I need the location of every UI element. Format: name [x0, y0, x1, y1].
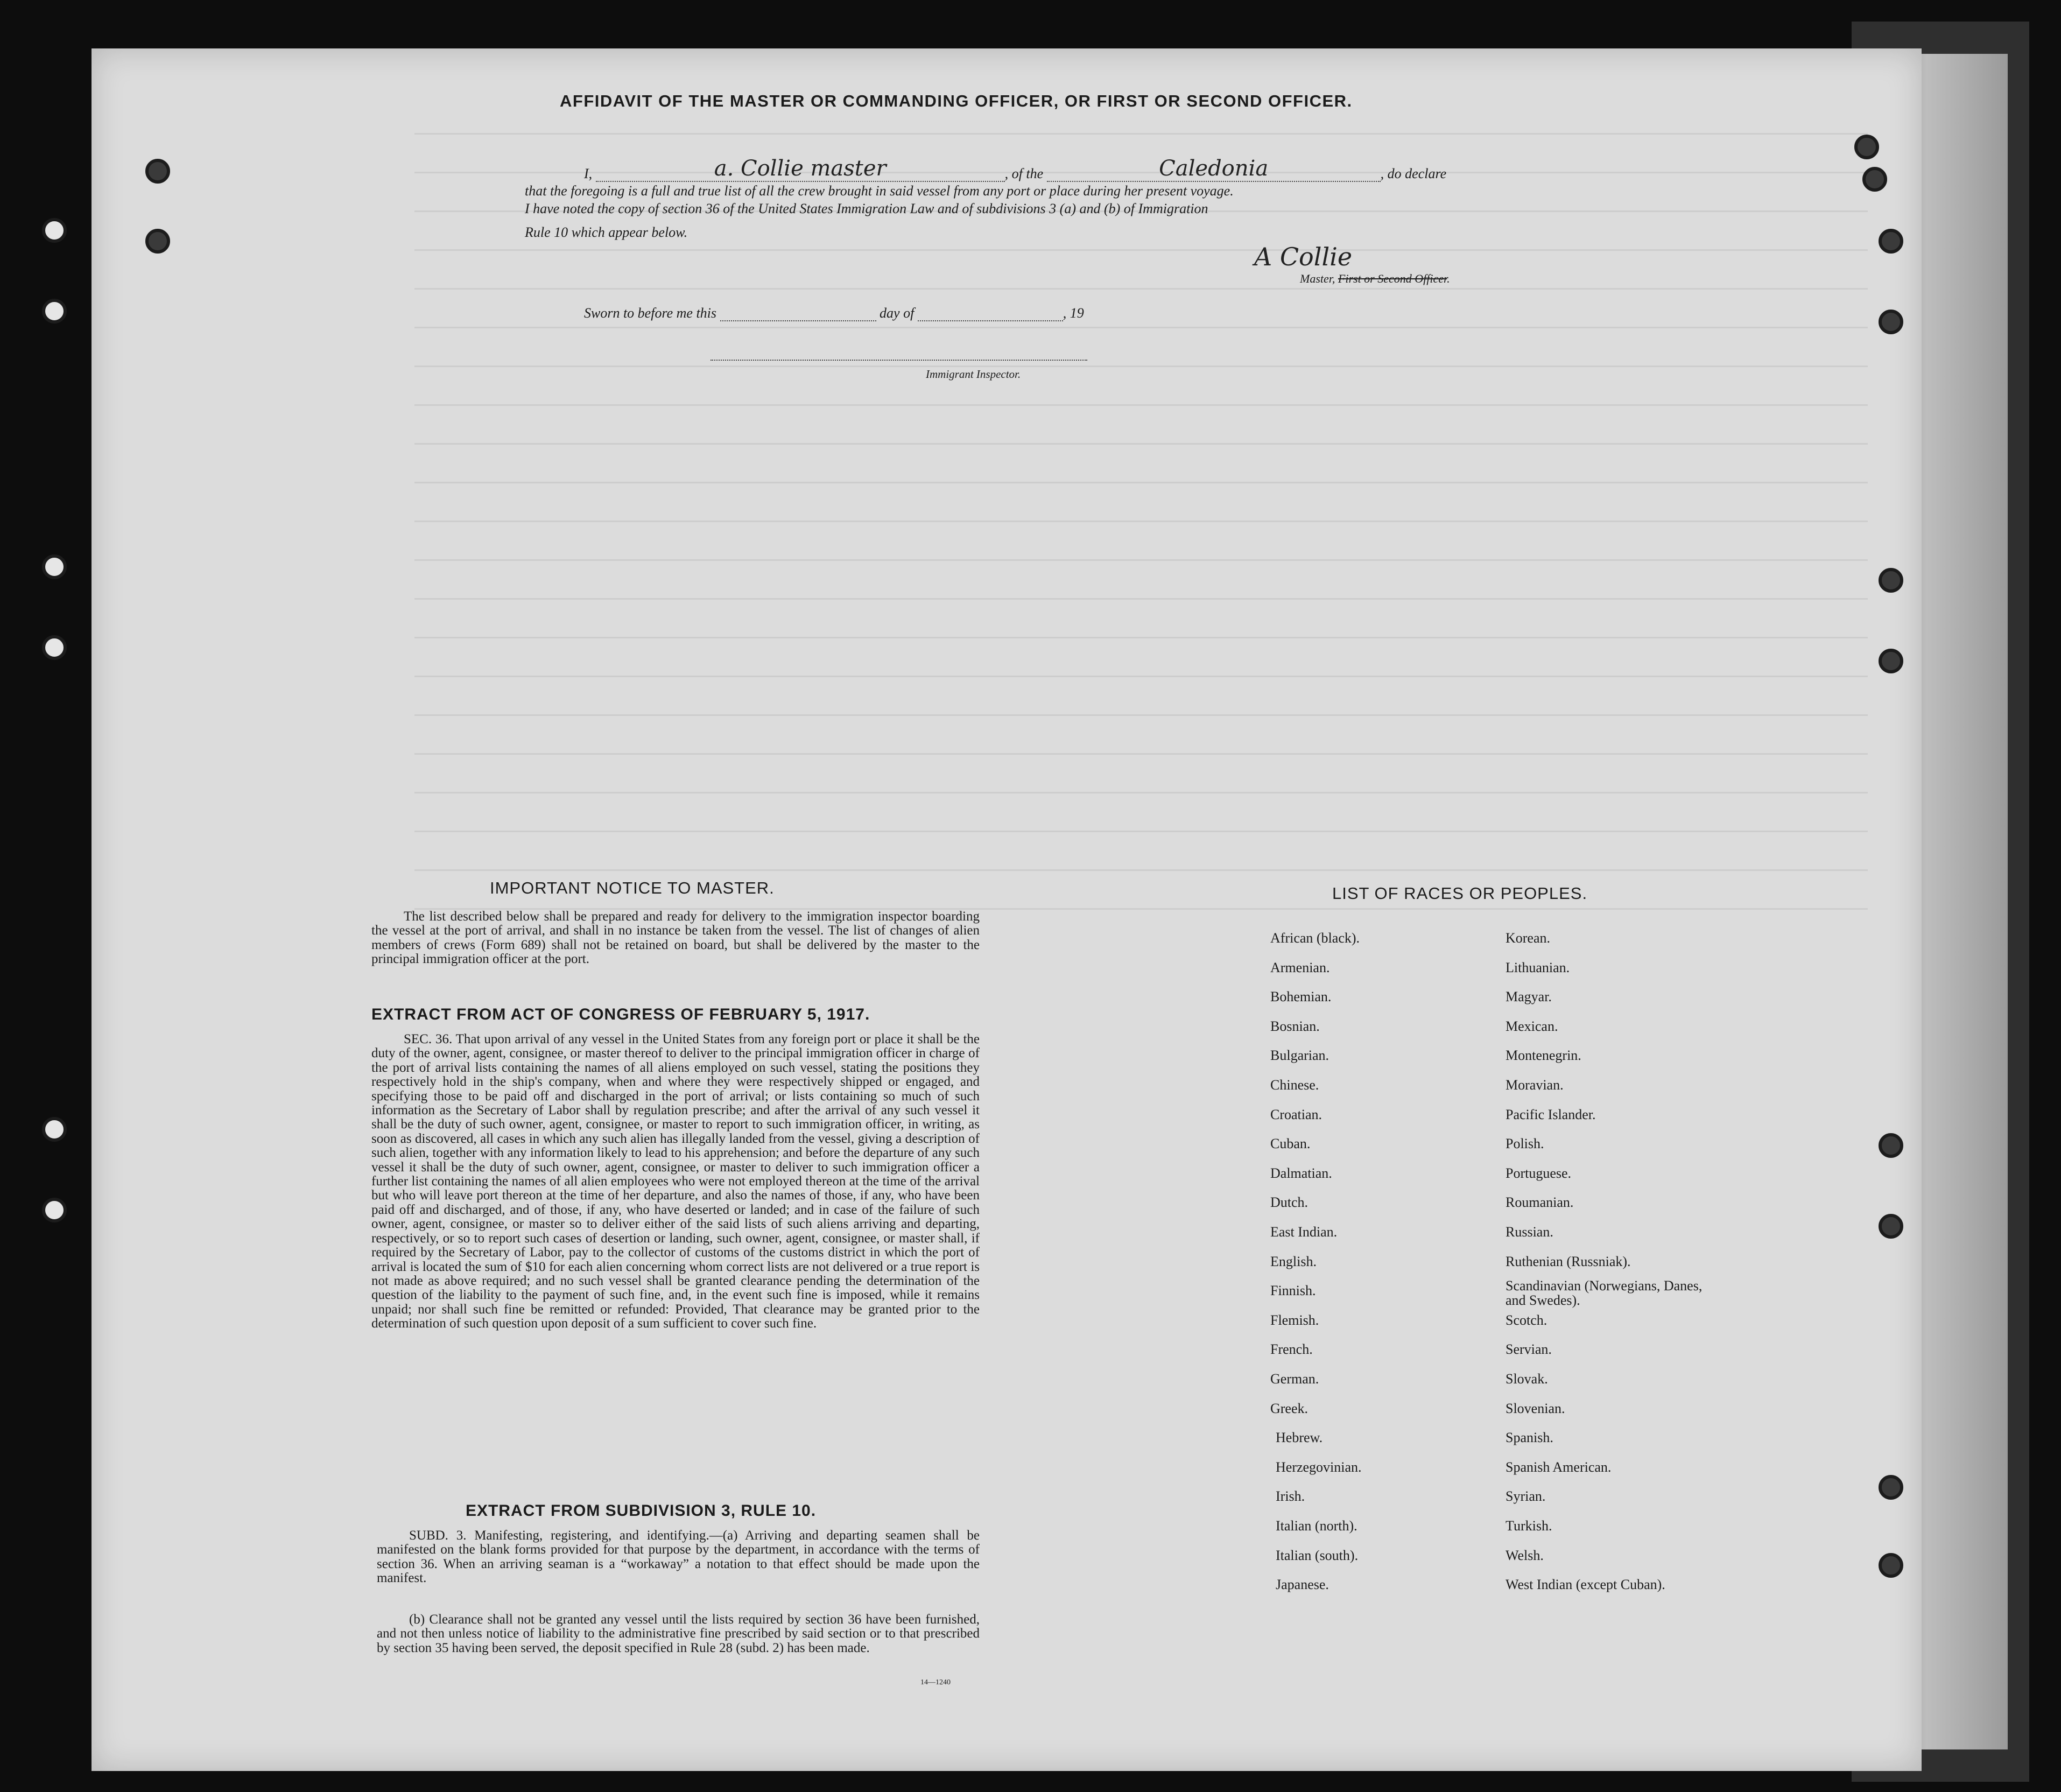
- binder-hole-icon: [1879, 649, 1903, 673]
- extract-act-title: EXTRACT FROM ACT OF CONGRESS OF FEBRUARY 5, 1917.: [371, 1006, 870, 1023]
- race-item: Ruthenian (Russniak).: [1506, 1253, 1631, 1269]
- race-item: Dutch.: [1270, 1194, 1309, 1211]
- sworn-line: [584, 305, 1084, 321]
- race-item: West Indian (except Cuban).: [1506, 1577, 1665, 1593]
- race-item: Montenegrin.: [1506, 1048, 1581, 1064]
- race-item: Chinese.: [1270, 1077, 1319, 1093]
- race-item: Scotch.: [1506, 1312, 1547, 1328]
- binder-hole-icon: [42, 1117, 67, 1142]
- race-item: Turkish.: [1506, 1518, 1552, 1534]
- binder-hole-icon: [1879, 229, 1903, 254]
- notice-title: IMPORTANT NOTICE TO MASTER.: [490, 879, 775, 897]
- race-item: Japanese.: [1276, 1577, 1329, 1593]
- race-item: Irish.: [1276, 1488, 1305, 1505]
- signature-struck-label: First or Second Officer: [1338, 272, 1447, 285]
- binder-hole-icon: [1879, 568, 1903, 593]
- master-signature: A Collie: [1254, 242, 1353, 271]
- race-item: Polish.: [1506, 1136, 1544, 1152]
- of-the-label: , of the: [1004, 166, 1044, 181]
- race-item: Spanish.: [1506, 1430, 1553, 1446]
- race-item: Italian (north).: [1276, 1518, 1357, 1534]
- race-item: Korean.: [1506, 930, 1551, 946]
- race-item: Russian.: [1506, 1224, 1553, 1240]
- race-item: Bohemian.: [1270, 989, 1332, 1005]
- affidavit-title: AFFIDAVIT OF THE MASTER OR COMMANDING OFFICER, OR FIRST OR SECOND OFFICER.: [560, 92, 1353, 110]
- declaration-line-2: that the foregoing is a full and true list of all the crew brought in said vessel from any port or place during her present voyage.: [525, 183, 1234, 199]
- race-item: Greek.: [1270, 1400, 1309, 1416]
- race-item: Roumanian.: [1506, 1194, 1574, 1211]
- binder-hole-icon: [1862, 167, 1887, 192]
- binder-hole-icon: [1879, 1475, 1903, 1500]
- form-number: 14—1240: [920, 1678, 951, 1686]
- sworn-label: Sworn to before me this: [584, 305, 717, 321]
- race-item: English.: [1270, 1253, 1317, 1269]
- binder-hole-icon: [1854, 135, 1879, 159]
- master-name-handwritten: a. Collie master: [714, 156, 887, 181]
- race-item: Flemish.: [1270, 1312, 1319, 1328]
- race-item: Spanish American.: [1506, 1459, 1612, 1475]
- inspector-label: Immigrant Inspector.: [926, 368, 1021, 381]
- race-item: German.: [1270, 1371, 1319, 1387]
- race-item: East Indian.: [1270, 1224, 1338, 1240]
- binder-hole-icon: [1879, 1553, 1903, 1578]
- race-item: Finnish.: [1270, 1283, 1316, 1299]
- race-item: Herzegovinian.: [1276, 1459, 1362, 1475]
- race-item: Syrian.: [1506, 1488, 1546, 1505]
- race-item: Italian (south).: [1276, 1547, 1359, 1563]
- binder-hole-icon: [42, 299, 67, 324]
- do-declare-label: , do declare: [1380, 166, 1447, 181]
- binder-hole-icon: [42, 635, 67, 660]
- race-item: Croatian.: [1270, 1106, 1323, 1122]
- race-item: Slovenian.: [1506, 1400, 1565, 1416]
- declaration-line-1: [584, 156, 1446, 182]
- race-item: African (black).: [1270, 930, 1360, 946]
- signature-master-label: Master,: [1300, 272, 1335, 285]
- race-item: Bulgarian.: [1270, 1048, 1330, 1064]
- day-of-label: day of: [880, 305, 915, 321]
- signature-end: .: [1447, 272, 1450, 285]
- binder-hole-icon: [1879, 1133, 1903, 1158]
- vessel-name-handwritten: Caledonia: [1159, 156, 1269, 181]
- bleed-through: [414, 129, 1868, 910]
- race-item: Portuguese.: [1506, 1165, 1572, 1181]
- notice-text: The list described below shall be prepared and ready for delivery to the immigration inspector boarding the vessel at the port of arrival, and shall in no instance be taken from the vessel. The list of changes of alien members of crews (Form 689) shall not be retained on board, but shall be delivered by the master to the principal immigration officer at the port.: [371, 909, 980, 967]
- binder-hole-icon: [145, 229, 170, 254]
- extract-act-text: SEC. 36. That upon arrival of any vessel in the United States from any foreign port or place it shall be the duty of the owner, agent, consignee, or master thereof to deliver to the principal immigration officer in charge of the port of arrival lists containing the names of all aliens employed on such vessel, stating the positions they respectively hold in the ship's company, when and where they were respectively shipped or engaged, and specifying those to be paid off and discharged in the port of arrival; or lists containing so much of such information as the Secretary of Labor shall by regulation prescribe; and after the arrival of any such vessel it shall be the duty of such owner, agent, consignee, or master to report to such immigration officer, in writing, as soon as discovered, all cases in which any such alien has illegally landed from the vessel, giving a description of such alien, together with any information likely to lead to his apprehension; and before the departure of any such vessel it shall be the duty of such owner, agent, consignee, or master to deliver to such immigration officer a further list containing the names of all alien employees who were not employed thereon at the time of the arrival but who will leave port thereon at the time of her departure, and also the names of those, if any, who have been paid off and discharged, and of those, if any, who have deserted or landed; and in case of the failure of such owner, agent, consignee, or master so to deliver either of the said lists of such aliens arriving and departing, respectively, or so to report such cases of desertion or landing, such owner, agent, consignee, or master shall, if required by the Secretary of Labor, pay to the collector of customs of the customs district in which the port of arrival is located the sum of $10 for each alien concerning whom correct lists are not delivered or a true report is not made as above required; and no such vessel shall be granted clearance pending the determination of the question of the liability to the payment of such fine, and, in the event such fine is imposed, while it remains unpaid; nor shall such fine be remitted or refunded: Provided, That clearance may be granted prior to the determination of such question upon deposit of a sum sufficient to cover such fine.: [371, 1032, 980, 1331]
- binder-hole-icon: [42, 554, 67, 579]
- race-item: Hebrew.: [1276, 1430, 1323, 1446]
- declaration-line-3: I have noted the copy of section 36 of the United States Immigration Law and of subdivisions 3 (a) and (b) of Immigration: [525, 201, 1208, 216]
- signature-caption: [1300, 272, 1450, 286]
- race-item: Welsh.: [1506, 1547, 1544, 1563]
- extract-rule-text-b: (b) Clearance shall not be granted any vessel until the lists required by section 36 have been furnished, and not then unless notice of liability to the administrative fine prescribed by said section or to that prescribed by section 35 having been served, the deposit specified in Rule 28 (subd. 2) has been made.: [377, 1612, 980, 1655]
- extract-rule-title: EXTRACT FROM SUBDIVISION 3, RULE 10.: [466, 1502, 817, 1520]
- race-item: Mexican.: [1506, 1018, 1558, 1034]
- race-item: Lithuanian.: [1506, 959, 1570, 975]
- race-item: Dalmatian.: [1270, 1165, 1332, 1181]
- declaration-line-4: Rule 10 which appear below.: [525, 224, 688, 240]
- race-item: Moravian.: [1506, 1077, 1564, 1093]
- race-item: Servian.: [1506, 1341, 1552, 1358]
- binder-hole-icon: [1879, 310, 1903, 334]
- race-item: Armenian.: [1270, 959, 1330, 975]
- inspector-signature-line: [711, 360, 1087, 361]
- race-item: French.: [1270, 1341, 1313, 1358]
- race-item: Bosnian.: [1270, 1018, 1320, 1034]
- binder-hole-icon: [42, 218, 67, 243]
- race-item: Slovak.: [1506, 1371, 1548, 1387]
- binder-hole-icon: [1879, 1214, 1903, 1239]
- race-item: Scandinavian (Norwegians, Danes, and Swedes).: [1506, 1278, 1703, 1309]
- race-item: Pacific Islander.: [1506, 1106, 1596, 1122]
- race-item: Magyar.: [1506, 989, 1552, 1005]
- race-item: Cuban.: [1270, 1136, 1311, 1152]
- extract-rule-text-a: SUBD. 3. Manifesting, registering, and identifying.—(a) Arriving and departing seamen shall be manifested on the blank forms provided for that purpose by the department, in accordance with the terms of section 36. When an arriving seaman is a “workaway” a notation to that effect should be made upon the manifest.: [377, 1528, 980, 1586]
- binder-hole-icon: [145, 159, 170, 184]
- year-label: , 19: [1063, 305, 1084, 321]
- declaration-i: I,: [584, 166, 593, 181]
- races-title: LIST OF RACES OR PEOPLES.: [1332, 884, 1588, 903]
- binder-hole-icon: [42, 1198, 67, 1222]
